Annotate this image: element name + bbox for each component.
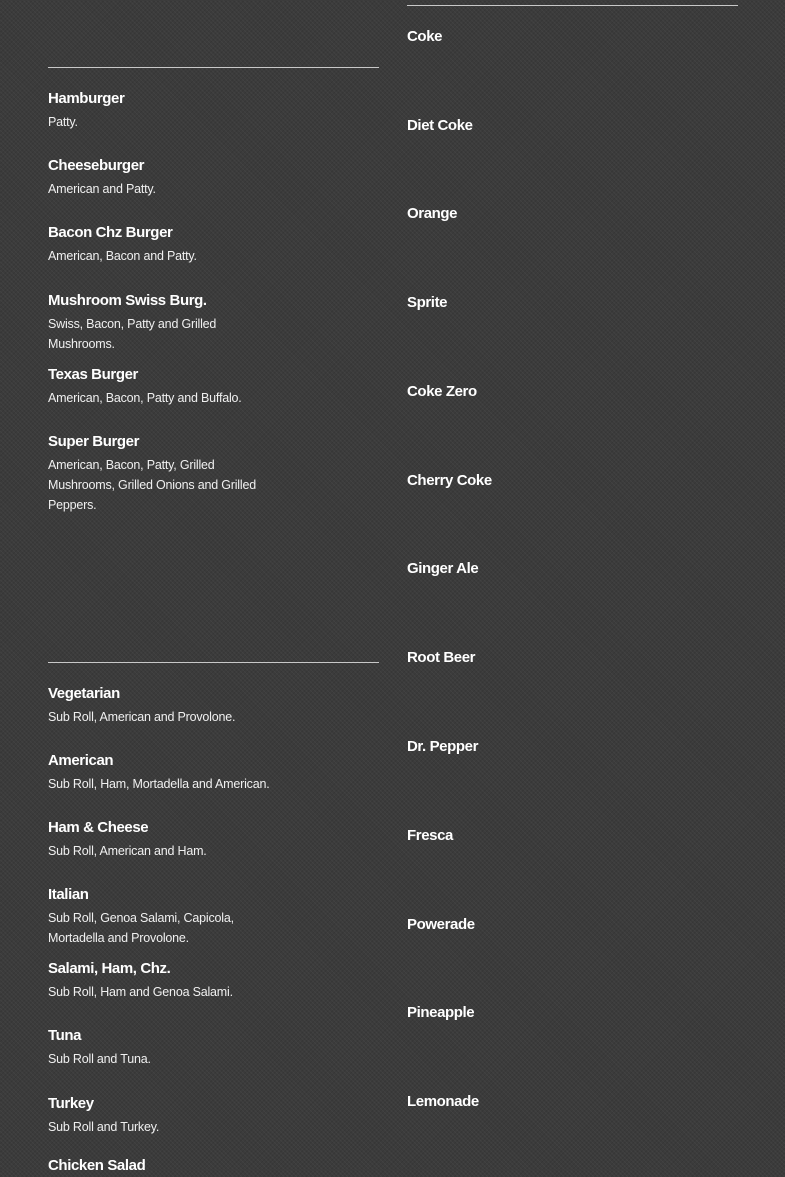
item-name: Salami, Ham, Chz. (48, 960, 171, 977)
item-description: Sub Roll, Genoa Salami, Capicola, Mortadella and Provolone. (48, 911, 234, 945)
item-name: Bacon Chz Burger (48, 224, 173, 241)
item-name: Super Burger (48, 433, 140, 450)
drink-item-dr-pepper: Dr. Pepper (407, 738, 479, 755)
item-name: Hamburger (48, 90, 125, 107)
menu-item-turkey (48, 1093, 348, 1137)
item-description: Sub Roll and Tuna. (48, 1052, 151, 1066)
item-description: Swiss, Bacon, Patty and Grilled Mushrooms. (48, 317, 217, 351)
drink-item-coke-zero: Coke Zero (407, 383, 477, 400)
menu-item-ham-cheese (48, 817, 348, 861)
menu-item-texas-burger (48, 364, 348, 408)
menu-item-italian (48, 884, 348, 948)
drink-item-orange: Orange (407, 205, 458, 222)
menu-item-super-burger (48, 431, 348, 515)
item-description: American, Bacon, Patty and Buffalo. (48, 391, 242, 405)
item-description: Sub Roll, Ham, Mortadella and American. (48, 777, 270, 791)
menu-item-chicken-salad (48, 1155, 348, 1177)
item-name: Vegetarian (48, 685, 120, 702)
item-name: Italian (48, 886, 89, 903)
item-description: Sub Roll, American and Ham. (48, 844, 207, 858)
drink-item-fresca: Fresca (407, 827, 453, 844)
burgers-divider (48, 67, 379, 68)
drink-item-powerade: Powerade (407, 916, 475, 933)
drink-item-diet-coke: Diet Coke (407, 117, 473, 134)
item-description: American, Bacon, Patty, Grilled Mushrooms, Grilled Onions and Grilled Peppers. (48, 458, 256, 512)
item-name: Mushroom Swiss Burg. (48, 292, 207, 309)
subs-divider (48, 662, 379, 663)
item-name: Turkey (48, 1095, 94, 1112)
item-name: Ham & Cheese (48, 819, 149, 836)
item-description: American and Patty. (48, 182, 156, 196)
item-name: Tuna (48, 1027, 82, 1044)
item-name: Cheeseburger (48, 157, 145, 174)
drink-item-root-beer: Root Beer (407, 649, 476, 666)
menu-item-cheeseburger (48, 155, 348, 199)
menu-item-tuna (48, 1025, 348, 1069)
drink-item-sprite: Sprite (407, 294, 448, 311)
item-description: Sub Roll and Turkey. (48, 1120, 160, 1134)
item-description: Sub Roll, American and Provolone. (48, 710, 236, 724)
menu-item-bacon-chz-burger (48, 222, 348, 266)
menu-item-vegetarian (48, 683, 348, 727)
item-name: Texas Burger (48, 366, 138, 383)
drinks-divider (407, 5, 738, 6)
item-name: American (48, 752, 114, 769)
menu-item-american (48, 750, 348, 794)
drink-item-pineapple: Pineapple (407, 1004, 475, 1021)
drink-item-lemonade: Lemonade (407, 1093, 479, 1110)
menu-item-mushroom-swiss-burger (48, 290, 348, 354)
drink-item-ginger-ale: Ginger Ale (407, 560, 479, 577)
drink-item-cherry-coke: Cherry Coke (407, 472, 492, 489)
item-name: Chicken Salad (48, 1157, 146, 1174)
menu-item-hamburger (48, 88, 348, 132)
item-description: American, Bacon and Patty. (48, 249, 197, 263)
menu-item-salami-ham-chz (48, 958, 348, 1002)
drink-item-coke: Coke (407, 28, 443, 45)
item-description: Patty. (48, 115, 78, 129)
item-description: Sub Roll, Ham and Genoa Salami. (48, 985, 233, 999)
